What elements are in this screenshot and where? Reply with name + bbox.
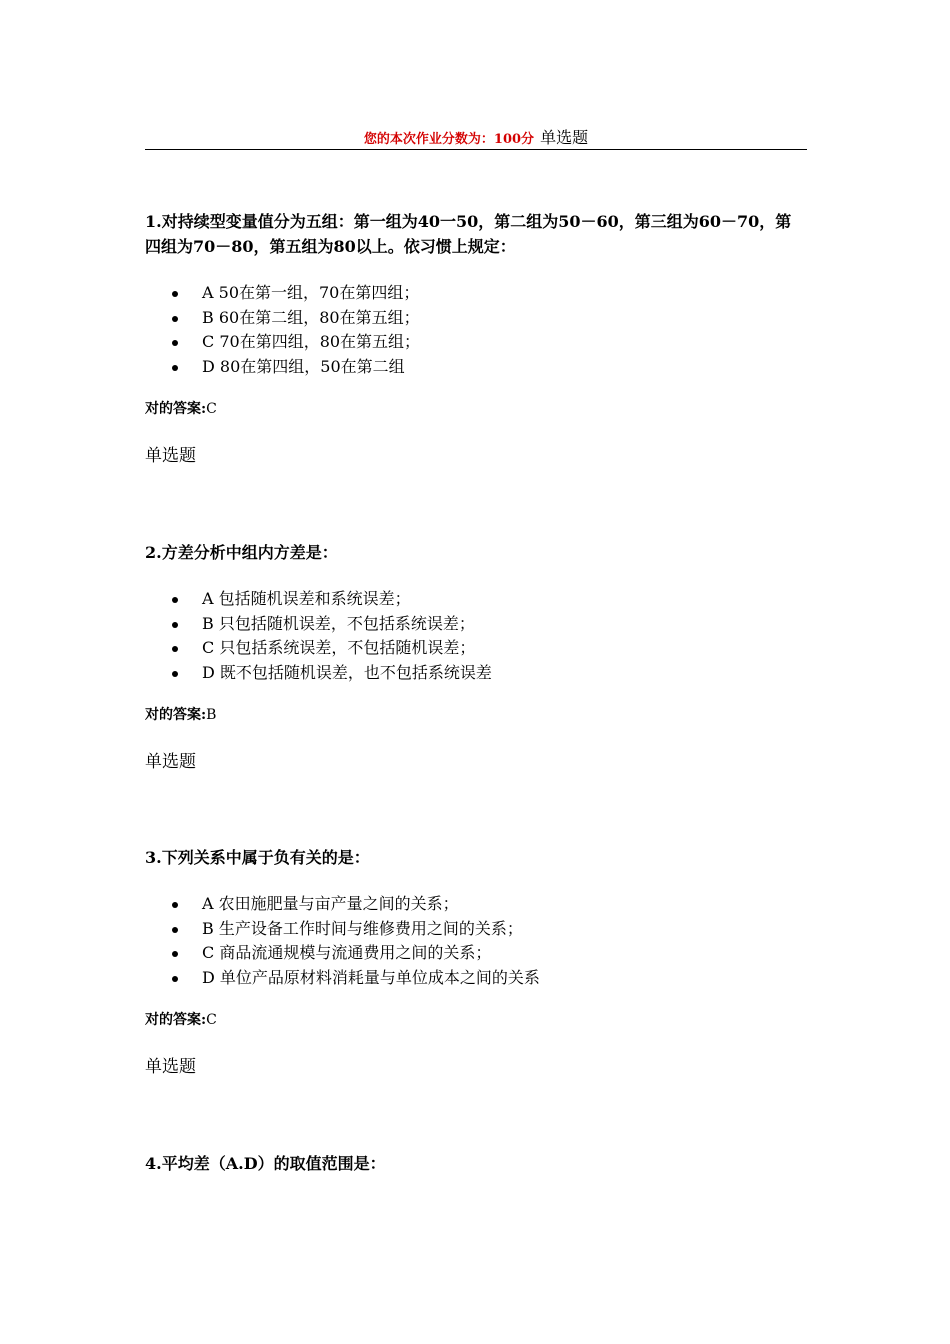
option-text: C 只包括系统误差，不包括随机误差； xyxy=(202,638,476,657)
header-divider xyxy=(145,149,807,150)
option-c xyxy=(145,330,807,355)
bullet-icon xyxy=(172,951,178,957)
question-title: 3.下列关系中属于负有关的是： xyxy=(145,848,370,867)
question-type-label: 单选题 xyxy=(145,752,196,772)
question-type-label: 单选题 xyxy=(145,1057,196,1077)
bullet-icon xyxy=(172,671,178,677)
option-text: C 商品流通规模与流通费用之间的关系； xyxy=(202,943,492,962)
option-list xyxy=(145,281,807,379)
bullet-icon xyxy=(172,316,178,322)
question-1 xyxy=(145,209,807,467)
question-2 xyxy=(145,540,807,773)
bullet-icon xyxy=(172,927,178,933)
question-4 xyxy=(145,1151,807,1176)
option-list xyxy=(145,587,807,685)
option-b xyxy=(145,917,807,942)
option-text: B 60在第二组，80在第五组； xyxy=(202,307,420,327)
question-title: 4.平均差（A.D）的取值范围是： xyxy=(145,1154,386,1173)
option-text: B 生产设备工作时间与维修费用之间的关系； xyxy=(202,918,523,938)
answer-value: C xyxy=(206,1012,217,1028)
option-text: C 70在第四组，80在第五组； xyxy=(202,332,421,351)
answer-label: 对的答案: xyxy=(145,1012,207,1028)
answer-value: B xyxy=(206,707,217,723)
header-question-type: 单选题 xyxy=(540,128,589,147)
option-b xyxy=(145,612,807,637)
option-text: D 既不包括随机误差，也不包括系统误差 xyxy=(202,662,492,682)
bullet-icon xyxy=(172,902,178,908)
bullet-icon xyxy=(172,976,178,982)
score-header xyxy=(145,128,807,150)
option-text: A 包括随机误差和系统误差； xyxy=(202,589,411,608)
option-a xyxy=(145,281,807,306)
answer-label: 对的答案: xyxy=(145,401,207,417)
option-b xyxy=(145,306,807,331)
answer-value: C xyxy=(206,401,217,417)
correct-answer xyxy=(145,399,807,419)
bullet-icon xyxy=(172,646,178,652)
option-a xyxy=(145,587,807,612)
option-text: A 农田施肥量与亩产量之间的关系； xyxy=(202,894,459,913)
question-3 xyxy=(145,845,807,1078)
bullet-icon xyxy=(172,622,178,628)
correct-answer xyxy=(145,1010,807,1030)
option-a xyxy=(145,892,807,917)
option-d xyxy=(145,355,807,380)
option-text: D 单位产品原材料消耗量与单位成本之间的关系 xyxy=(202,967,540,987)
bullet-icon xyxy=(172,597,178,603)
answer-label: 对的答案: xyxy=(145,707,207,723)
option-text: A 50在第一组，70在第四组； xyxy=(202,283,420,302)
option-c xyxy=(145,636,807,661)
question-type-label: 单选题 xyxy=(145,446,196,466)
score-text: 您的本次作业分数为：100分 xyxy=(363,132,535,147)
option-list xyxy=(145,892,807,990)
correct-answer xyxy=(145,705,807,725)
bullet-icon xyxy=(172,340,178,346)
question-title: 2.方差分析中组内方差是： xyxy=(145,543,338,562)
option-text: D 80在第四组，50在第二组 xyxy=(202,356,405,376)
option-text: B 只包括随机误差，不包括系统误差； xyxy=(202,613,475,633)
option-c xyxy=(145,941,807,966)
bullet-icon xyxy=(172,291,178,297)
question-title: 1.对持续型变量值分为五组：第一组为40一50，第二组为50－60，第三组为60－70，第四组为70－80，第五组为80以上。依习惯上规定： xyxy=(145,212,792,256)
option-d xyxy=(145,661,807,686)
option-d xyxy=(145,966,807,991)
bullet-icon xyxy=(172,365,178,371)
